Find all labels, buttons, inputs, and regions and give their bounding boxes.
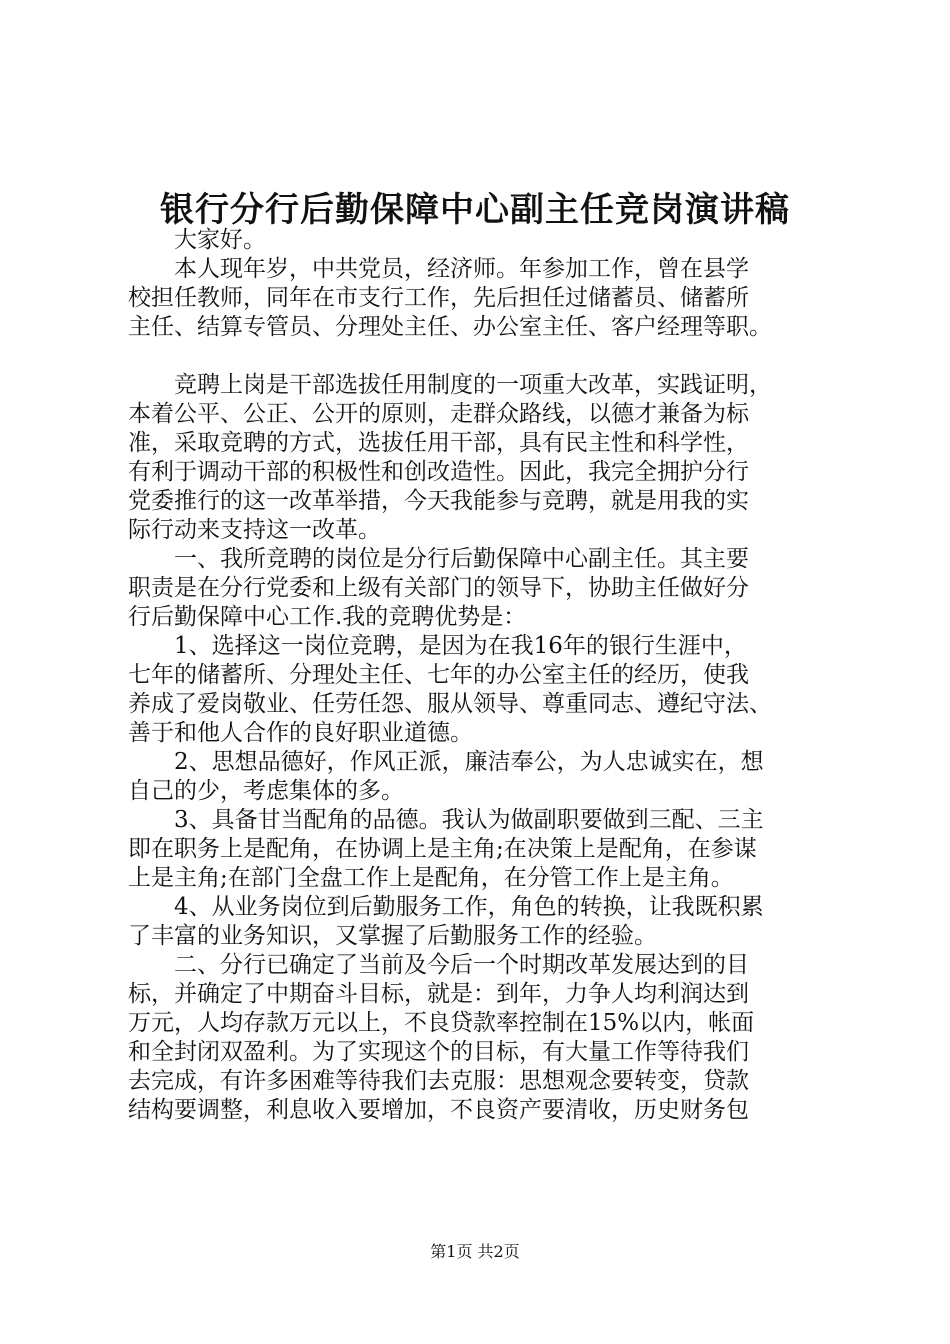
document-title: 银行分行后勤保障中心副主任竞岗演讲稿 bbox=[160, 190, 790, 230]
document-body bbox=[128, 226, 828, 1125]
text-line: 3、具备甘当配角的品德。我认为做副职要做到三配、三主 bbox=[128, 807, 764, 833]
text-line: 自己的少，考虑集体的多。 bbox=[128, 778, 404, 804]
text-line: 二、分行已确定了当前及今后一个时期改革发展达到的目 bbox=[128, 952, 749, 978]
text-line: 七年的储蓄所、分理处主任、七年的办公室主任的经历，使我 bbox=[128, 662, 749, 688]
text-line: 校担任教师，同年在市支行工作，先后担任过储蓄员、储蓄所 bbox=[128, 285, 749, 311]
text-line: 2、思想品德好，作风正派，廉洁奉公，为人忠诚实在，想 bbox=[128, 749, 764, 775]
text-line: 大家好。 bbox=[128, 227, 266, 253]
text-line: 本人现年岁，中共党员，经济师。年参加工作，曾在县学 bbox=[128, 256, 749, 282]
text-line: 一、我所竞聘的岗位是分行后勤保障中心副主任。其主要 bbox=[128, 546, 749, 572]
text-line: 准，采取竞聘的方式，选拔任用干部，具有民主性和科学性， bbox=[128, 430, 749, 456]
text-line: 善于和他人合作的良好职业道德。 bbox=[128, 720, 473, 746]
text-line: 职责是在分行党委和上级有关部门的领导下，协助主任做好分 bbox=[128, 575, 749, 601]
text-line: 和全封闭双盈利。为了实现这个的目标，有大量工作等待我们 bbox=[128, 1039, 749, 1065]
text-line: 即在职务上是配角，在协调上是主角;在决策上是配角，在参谋 bbox=[128, 836, 757, 862]
text-line: 4、从业务岗位到后勤服务工作，角色的转换，让我既积累 bbox=[128, 894, 764, 920]
text-line: 1、选择这一岗位竞聘，是因为在我16年的银行生涯中， bbox=[128, 633, 747, 659]
text-line: 有利于调动干部的积极性和创改造性。因此，我完全拥护分行 bbox=[128, 459, 749, 485]
text-line: 去完成，有许多困难等待我们去克服：思想观念要转变，贷款 bbox=[128, 1068, 749, 1094]
text-line: 际行动来支持这一改革。 bbox=[128, 517, 381, 543]
page-footer: 第1页 共2页 bbox=[430, 1242, 520, 1261]
text-line: 行后勤保障中心工作.我的竞聘优势是： bbox=[128, 604, 527, 630]
text-line: 养成了爱岗敬业、任劳任怨、服从领导、尊重同志、遵纪守法、 bbox=[128, 691, 772, 717]
text-line: 结构要调整，利息收入要增加，不良资产要清收，历史财务包 bbox=[128, 1097, 749, 1123]
paragraph-gap bbox=[128, 342, 828, 371]
text-line: 本着公平、公正、公开的原则，走群众路线，以德才兼备为标 bbox=[128, 401, 749, 427]
text-line: 标，并确定了中期奋斗目标，就是：到年，力争人均利润达到 bbox=[128, 981, 749, 1007]
text-line: 竞聘上岗是干部选拔任用制度的一项重大改革，实践证明， bbox=[128, 372, 772, 398]
text-line: 了丰富的业务知识，又掌握了后勤服务工作的经验。 bbox=[128, 923, 657, 949]
text-line: 主任、结算专管员、分理处主任、办公室主任、客户经理等职。 bbox=[128, 314, 772, 340]
text-line: 党委推行的这一改革举措，今天我能参与竞聘，就是用我的实 bbox=[128, 488, 749, 514]
text-line: 万元，人均存款万元以上，不良贷款率控制在15%以内，帐面 bbox=[128, 1010, 755, 1036]
text-line: 上是主角;在部门全盘工作上是配角，在分管工作上是主角。 bbox=[128, 865, 734, 891]
